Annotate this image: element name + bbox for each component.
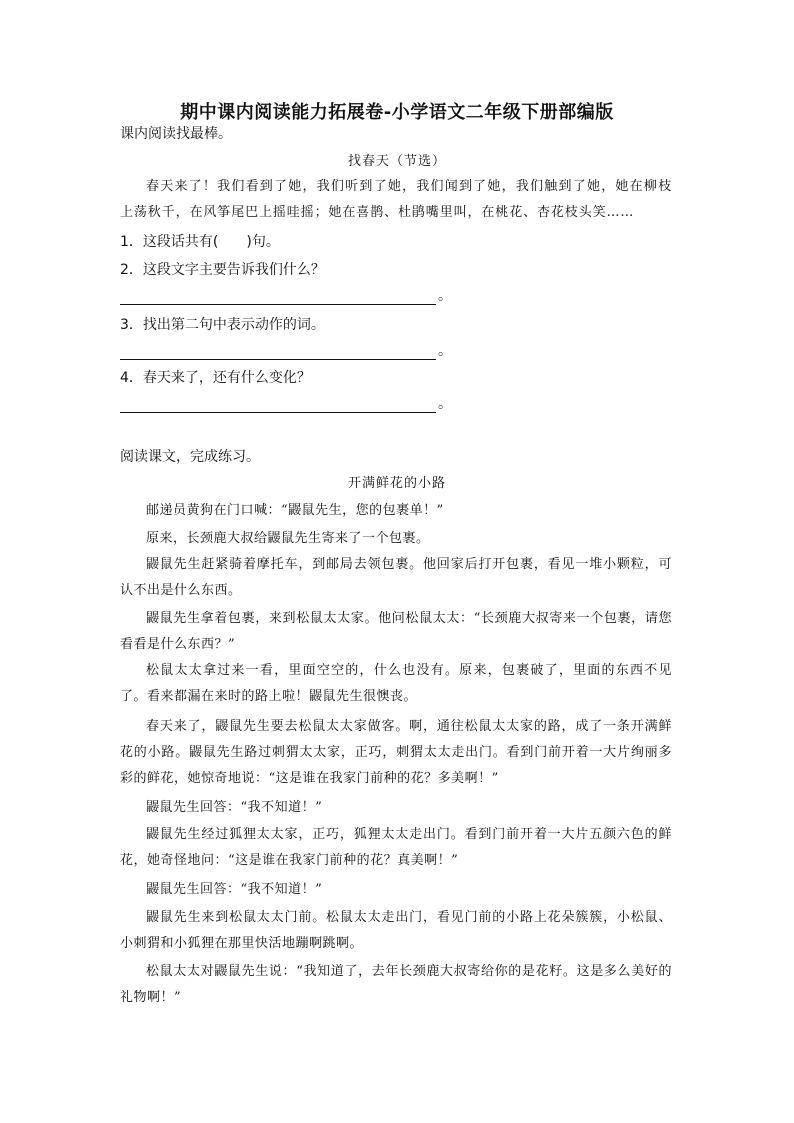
story-paragraph: 鼹鼠先生经过狐狸太太家，正巧，狐狸太太走出门。看到门前开着一大片五颜六色的鲜花，她奇怪地问：“这是谁在我家门前种的花？真美啊！” <box>120 827 672 868</box>
answer-blank[interactable] <box>120 290 436 305</box>
story-paragraph: 邮递员黄狗在门口喊：“鼹鼠先生，您的包裹单！” <box>146 503 444 518</box>
document-title: 期中课内阅读能力拓展卷-小学语文二年级下册部编版 <box>180 102 614 123</box>
section2-passage-title: 开满鲜花的小路 <box>347 476 446 491</box>
answer-blank[interactable] <box>120 345 436 360</box>
section1-heading: 课内阅读找最棒。 <box>120 126 232 142</box>
answer-period: 。 <box>438 343 452 359</box>
section1-passage-title: 找春天（节选） <box>347 154 446 169</box>
story-paragraph: 鼹鼠先生拿着包裹，来到松鼠太太家。他问松鼠太太：“长颈鹿大叔寄来一个包裹，请您看看是什么东西？” <box>120 611 672 652</box>
story-paragraph: 松鼠太太对鼹鼠先生说：“我知道了，去年长颈鹿大叔寄给你的是花籽。这是多么美好的礼物啊！” <box>120 964 672 1005</box>
question-2: 2．这段文字主要告诉我们什么？ <box>120 262 325 278</box>
question-4: 4．春天来了，还有什么变化？ <box>120 370 311 386</box>
story-paragraph: 鼹鼠先生回答：“我不知道！” <box>146 882 323 897</box>
section2-heading: 阅读课文，完成练习。 <box>120 449 260 465</box>
story-paragraph: 鼹鼠先生来到松鼠太太门前。松鼠太太走出门，看见门前的小路上花朵簇簇，小松鼠、小刺猬和小狐狸在那里快活地蹦啊跳啊。 <box>120 910 672 951</box>
story-paragraph: 松鼠太太拿过来一看，里面空空的，什么也没有。原来，包裹破了，里面的东西不见了。看来都漏在来时的路上啦！鼹鼠先生很懊丧。 <box>120 663 672 704</box>
story-paragraph: 春天来了，鼹鼠先生要去松鼠太太家做客。啊，通往松鼠太太家的路，成了一条开满鲜花的小路。鼹鼠先生路过刺猬太太家，正巧，刺猬太太走出门。看到门前开着一大片绚丽多彩的鲜花，她惊奇地说：“这是谁在我家门前种的花？多美啊！” <box>120 719 672 786</box>
answer-period: 。 <box>438 396 452 412</box>
answer-line-4[interactable] <box>120 393 452 413</box>
answer-blank[interactable] <box>120 398 436 413</box>
story-paragraph: 原来，长颈鹿大叔给鼹鼠先生寄来了一个包裹。 <box>146 531 430 546</box>
answer-line-3[interactable] <box>120 340 452 360</box>
answer-line-2[interactable] <box>120 285 452 305</box>
section1-passage: 春天来了！我们看到了她，我们听到了她，我们闻到了她，我们触到了她，她在柳枝上荡秋千，在风筝尾巴上摇哇摇；她在喜鹊、杜鹃嘴里叫，在桃花、杏花枝头笑…… <box>120 179 672 220</box>
answer-period: 。 <box>438 288 452 304</box>
story-paragraph: 鼹鼠先生赶紧骑着摩托车，到邮局去领包裹。他回家后打开包裹，看见一堆小颗粒，可认不出是什么东西。 <box>120 557 672 598</box>
question-1: 1．这段话共有( )句。 <box>120 234 280 250</box>
question-3: 3．找出第二句中表示动作的词。 <box>120 317 325 333</box>
story-paragraph: 鼹鼠先生回答：“我不知道！” <box>146 800 323 815</box>
